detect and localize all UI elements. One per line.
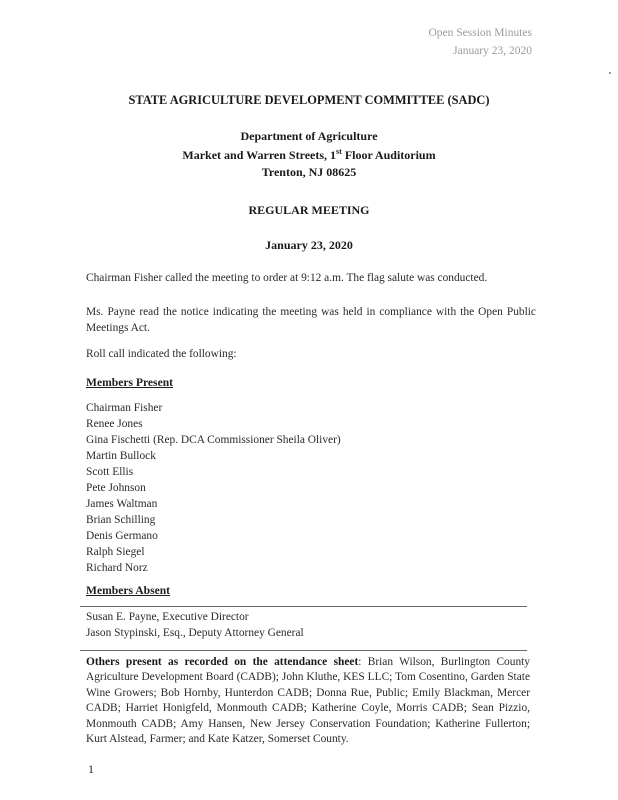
location-address-pre: Market and Warren Streets, 1: [182, 148, 337, 162]
meeting-type: REGULAR MEETING: [248, 203, 370, 217]
paragraph-notice: Ms. Payne read the notice indicating the meeting was held in compliance with the Open Public Meetings Act.: [86, 306, 536, 334]
member-name: Denis Germano: [86, 530, 158, 542]
location-city: Trenton, NJ 08625: [261, 165, 357, 179]
member-name: Brian Schilling: [86, 514, 156, 526]
section-divider: [80, 650, 527, 651]
member-name: Martin Bullock: [86, 450, 156, 462]
location-address-post: Floor Auditorium: [341, 148, 436, 162]
staff-member: Jason Stypinski, Esq., Deputy Attorney General: [86, 627, 304, 639]
document-title: STATE AGRICULTURE DEVELOPMENT COMMITTEE (SADC): [128, 93, 490, 107]
header-document-type: Open Session Minutes: [428, 27, 532, 39]
paragraph-call-to-order: Chairman Fisher called the meeting to order at 9:12 a.m. The flag salute was conducted.: [86, 272, 488, 284]
member-name: Renee Jones: [86, 418, 143, 430]
header-document-date: January 23, 2020: [453, 45, 532, 57]
member-name: Chairman Fisher: [86, 402, 163, 414]
member-name: Ralph Siegel: [86, 546, 145, 558]
section-divider: [80, 606, 527, 607]
members-absent-heading: Members Absent: [86, 584, 171, 597]
members-present-heading: Members Present: [86, 376, 174, 389]
paragraph-roll-call: Roll call indicated the following:: [86, 348, 237, 360]
member-name: Richard Norz: [86, 562, 148, 574]
member-name: Scott Ellis: [86, 466, 134, 478]
member-name: James Waltman: [86, 498, 158, 510]
staff-member: Susan E. Payne, Executive Director: [86, 611, 249, 623]
others-present-paragraph: [86, 655, 530, 747]
location-address: [0, 147, 618, 163]
meeting-date: January 23, 2020: [265, 238, 353, 252]
others-present-label: Others present as recorded on the attendance sheet: [86, 656, 359, 668]
location-address-sup: st: [336, 147, 342, 156]
scan-speck: [609, 72, 611, 74]
others-present-list: : Brian Wilson, Burlington County Agriculture Development Board (CADB); John Kluthe, KES LLC; Tom Cosentino, Garden State Wine Growers; Bob Hornby, Hunterdon CADB; Donna Rue, Public; Emily Blackman, Mercer CADB; Harriet Honigfeld, Monmouth CADB; Katherine Coyle, Morris CADB; Sean Pizzio, Monmouth CADB; Amy Hansen, New Jersey Conservation Foundation; Katherine Fullerton; Kurt Alstead, Farmer; and Kate Katzer, Somerset County.: [86, 656, 530, 746]
location-department: Department of Agriculture: [240, 129, 378, 143]
member-name: Gina Fischetti (Rep. DCA Commissioner Sheila Oliver): [86, 434, 341, 446]
page-number: 1: [88, 762, 94, 776]
member-name: Pete Johnson: [86, 482, 146, 494]
